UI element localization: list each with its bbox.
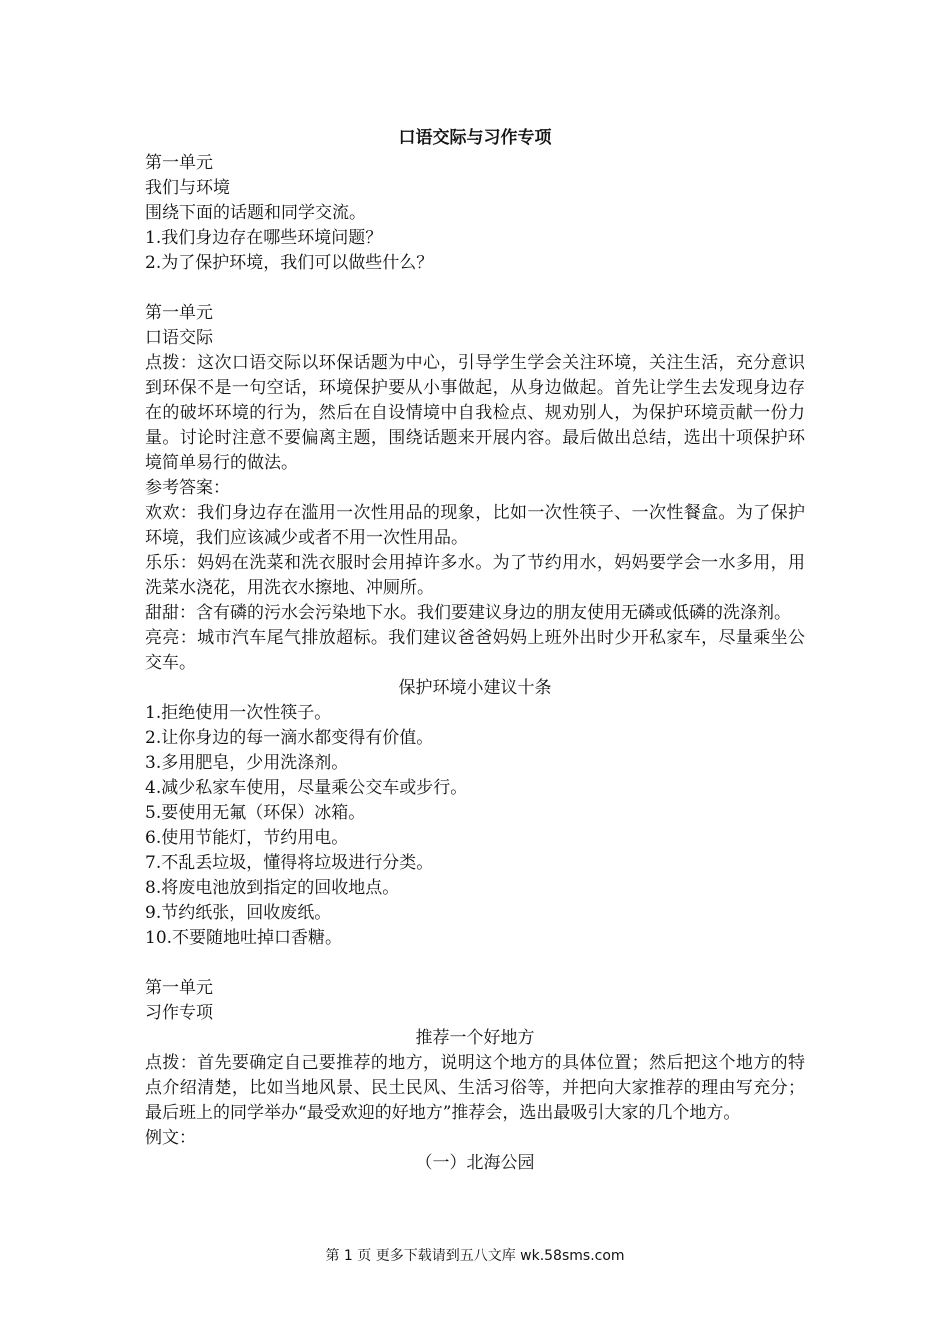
section-heading: 习作专项: [145, 1003, 213, 1023]
blank-line: [145, 951, 805, 976]
unit-label: 第一单元: [145, 153, 213, 173]
answer-liangliang: 亮亮：城市汽车尾气排放超标。我们建议爸爸妈妈上班外出时少开私家车，尽量乘坐公交车。: [145, 628, 805, 673]
list-item: 9.节约纸张，回收废纸。: [145, 903, 332, 923]
list-item: 1.拒绝使用一次性筷子。: [145, 703, 332, 723]
essay-title: 推荐一个好地方: [415, 1028, 535, 1048]
list-title: 保护环境小建议十条: [398, 678, 552, 698]
list-item: 7.不乱丢垃圾，懂得将垃圾进行分类。: [145, 853, 434, 873]
list-item: 2.让你身边的每一滴水都变得有价值。: [145, 728, 434, 748]
example-title: （一）北海公园: [415, 1153, 535, 1173]
list-item: 10.不要随地吐掉口香糖。: [145, 928, 343, 948]
question-1: 1.我们身边存在哪些环境问题？: [145, 228, 383, 248]
list-item: 5.要使用无氟（环保）冰箱。: [145, 803, 366, 823]
section-heading: 口语交际: [145, 328, 213, 348]
blank-line: [145, 276, 805, 301]
list-item: 8.将废电池放到指定的回收地点。: [145, 878, 400, 898]
list-item: 6.使用节能灯，节约用电。: [145, 828, 349, 848]
answer-tiantian: 甜甜：含有磷的污水会污染地下水。我们要建议身边的朋友使用无磷或低磷的洗涤剂。: [145, 603, 791, 623]
example-label: 例文：: [145, 1128, 196, 1148]
document-title: 口语交际与习作专项: [398, 128, 552, 148]
answer-lele: 乐乐：妈妈在洗菜和洗衣服时会用掉许多水。为了节约用水，妈妈要学会一水多用，用洗菜水浇花，用洗衣水擦地、冲厕所。: [145, 553, 805, 598]
answer-huanhuan: 欢欢：我们身边存在滥用一次性用品的现象，比如一次性筷子、一次性餐盒。为了保护环境，我们应该减少或者不用一次性用品。: [145, 503, 805, 548]
topic-title: 我们与环境: [145, 178, 230, 198]
document-page: [145, 125, 805, 1176]
answer-label: 参考答案：: [145, 478, 230, 498]
page-footer: 第 1 页 更多下载请到五八文库 wk.58sms.com: [325, 1248, 625, 1264]
list-item: 4.减少私家车使用，尽量乘公交车或步行。: [145, 778, 468, 798]
unit-label: 第一单元: [145, 303, 213, 323]
question-2: 2.为了保护环境，我们可以做些什么？: [145, 253, 434, 273]
tip-paragraph: 点拨：首先要确定自己要推荐的地方，说明这个地方的具体位置；然后把这个地方的特点介绍清楚，比如当地风景、民土民风、生活习俗等，并把向大家推荐的理由写充分；最后班上的同学举办“最受欢迎的好地方”推荐会，选出最吸引大家的几个地方。: [145, 1053, 805, 1123]
topic-intro: 围绕下面的话题和同学交流。: [145, 203, 366, 223]
tip-paragraph: 点拨：这次口语交际以环保话题为中心，引导学生学会关注环境，关注生活，充分意识到环保不是一句空话，环境保护要从小事做起，从身边做起。首先让学生去发现身边存在的破坏环境的行为，然后在自设情境中自我检点、规劝别人，为保护环境贡献一份力量。讨论时注意不要偏离主题，围绕话题来开展内容。最后做出总结，选出十项保护环境简单易行的做法。: [145, 353, 805, 473]
unit-label: 第一单元: [145, 978, 213, 998]
list-item: 3.多用肥皂，少用洗涤剂。: [145, 753, 349, 773]
